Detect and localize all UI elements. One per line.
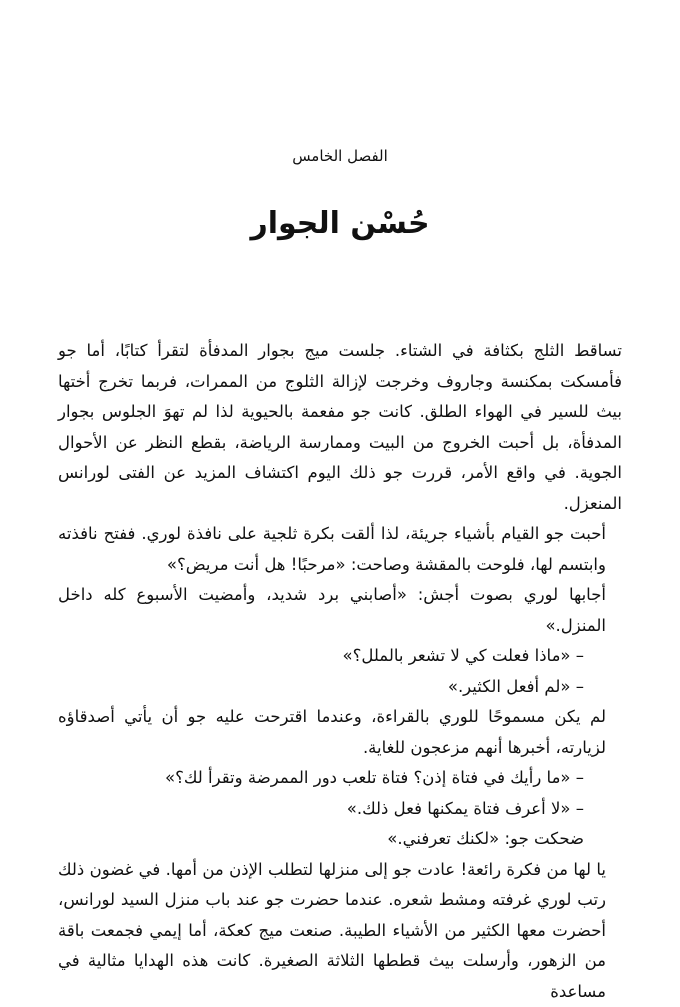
chapter-body (58, 336, 622, 1007)
dialog-line-1: – «ماذا فعلت كي لا تشعر بالملل؟» (58, 641, 622, 672)
paragraph-4: لم يكن مسموحًا للوري بالقراءة، وعندما اقترحت عليه جو أن يأتي أصدقاؤه لزيارته، أخبرها أنهم مزعجون للغاية. (58, 702, 622, 763)
paragraph-1: تساقط الثلج بكثافة في الشتاء. جلست ميج بجوار المدفأة لتقرأ كتابًا، أما جو فأمسكت بمكنسة وجاروف وخرجت لإزالة الثلوج من الممرات، فربما تخرج أختها بيث للسير في الهواء الطلق. كانت جو مفعمة بالحيوية لذا لم تهوَ الجلوس بجوار المدفأة، بل أحبت الخروج من البيت وممارسة الرياضة، بقطع النظر عن الأحوال الجوية. في واقع الأمر، قررت جو ذلك اليوم اكتشاف المزيد عن الفتى لورانس المنعزل. (58, 336, 622, 519)
dialog-line-2: – «لم أفعل الكثير.» (58, 672, 622, 703)
paragraph-6: يا لها من فكرة رائعة! عادت جو إلى منزلها لتطلب الإذن من أمها. في غضون ذلك رتب لوري غرفته ومشط شعره. عندما حضرت جو عند باب منزل السيد لورانس، أحضرت معها الكثير من الأشياء الطيبة. صنعت ميج كعكة، أما إيمي فجمعت باقة من الزهور، وأرسلت بيث قططها الثلاثة الصغيرة. كانت هذه الهدايا مثالية في مساعدة (58, 855, 622, 1007)
chapter-number-label: الفصل الخامس (0, 147, 680, 165)
dialog-line-4: – «لا أعرف فتاة يمكنها فعل ذلك.» (58, 794, 622, 825)
paragraph-3: أجابها لوري بصوت أجش: «أصابني برد شديد، وأمضيت الأسبوع كله داخل المنزل.» (58, 580, 622, 641)
paragraph-5: ضحكت جو: «لكنك تعرفني.» (58, 824, 622, 855)
chapter-title: حُسْن الجوار (0, 206, 680, 241)
paragraph-2: أحبت جو القيام بأشياء جريئة، لذا ألقت بكرة ثلجية على نافذة لوري. ففتح نافذته وابتسم لها، فلوحت بالمقشة وصاحت: «مرحبًا! هل أنت مريض؟» (58, 519, 622, 580)
dialog-line-3: – «ما رأيك في فتاة إذن؟ فتاة تلعب دور الممرضة وتقرأ لك؟» (58, 763, 622, 794)
